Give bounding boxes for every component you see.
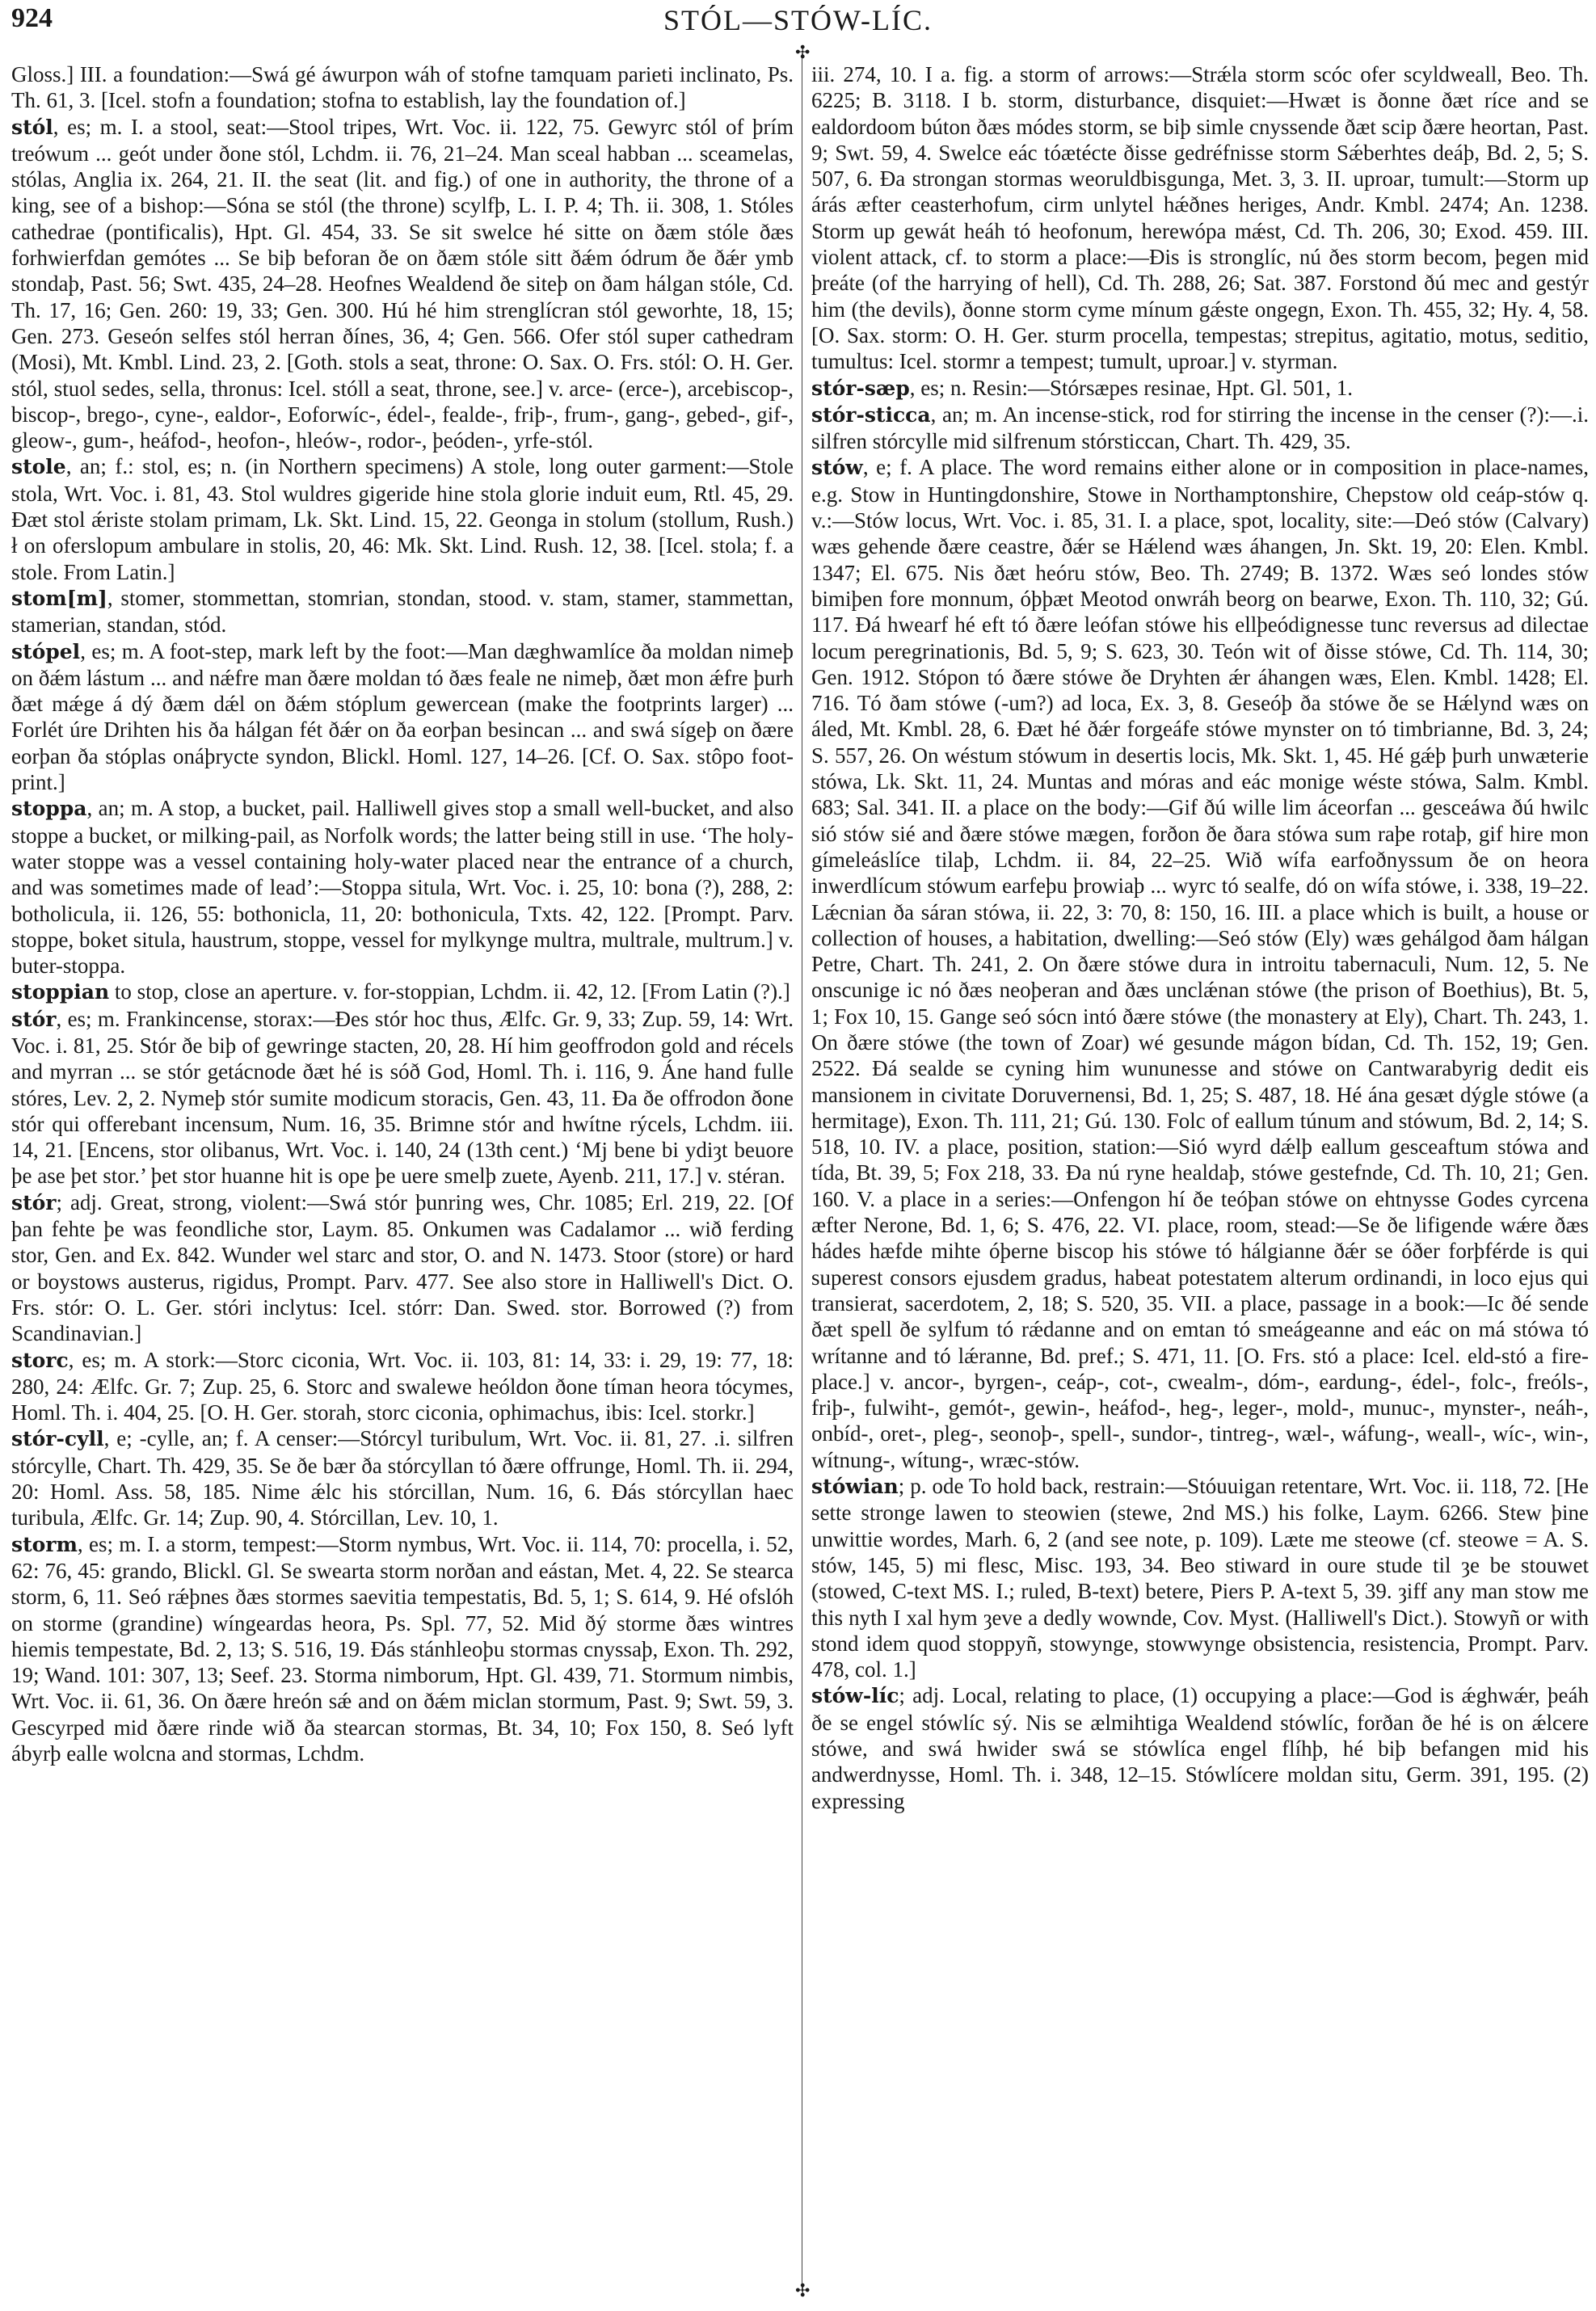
entry-definition: Gloss.] III. a foundation:—Swá gé áwurpon wáh of stofne tamquam parieti inclinato, Ps. Th. 61, 3. [Icel. stofn a foundation; stofna to establish, lay the foundation of.]	[11, 62, 794, 113]
entry-headword: stów-líc	[811, 1684, 899, 1708]
left-column	[11, 61, 794, 2282]
right-column	[811, 61, 1589, 2282]
entry-definition: ; adj. Great, strong, violent:—Swá stór þunring wes, Chr. 1085; Erl. 219, 22. [Of þan fehte þe was feondliche stor, Laym. 85. Onkumen was Cadalamor ... wið ferding stor, Gen. and Ex. 842. Wunder wel starc and stor, O. and N. 1473. Stoor (store) or hard or boystows austerus, rigidus, Prompt. Parv. 477. See also store in Halliwell's Dict. O. Frs. stór: O. L. Ger. stóri inclytus: Icel. stórr: Dan. Swed. stor. Borrowed (?) from Scandinavian.]	[11, 1189, 794, 1346]
dictionary-entry	[811, 61, 1589, 375]
entry-definition: , an; m. A stop, a bucket, pail. Halliwell gives stop a small well-bucket, and also stoppe a bucket, or milking-pail, as Norfolk words; the latter being still in use. ‘The holy-water stoppe was a vessel containing holy-water placed near the entrance of a church, and was sometimes made of lead’:—Stoppa situla, Wrt. Voc. i. 25, 10: bona (?), 288, 2: botholicula, ii. 126, 55: bothonicla, 11, 20: bothonicula, Txts. 42, 122. [Prompt. Parv. stoppe, boket situla, haustrum, stoppe, vessel for mylkynge multra, multrale, multrum.] v. buter-stoppa.	[11, 796, 794, 979]
divider-ornament-bottom-icon: ✣	[795, 2280, 811, 2300]
page-number: 924	[11, 3, 53, 33]
entry-definition: to stop, close an aperture. v. for-stoppian, Lchdm. ii. 42, 12. [From Latin (?).]	[109, 979, 790, 1004]
entry-definition: iii. 274, 10. I a. fig. a storm of arrows:—Strǽla storm scóc ofer scyldweall, Beo. Th. 6225; B. 3118. I b. storm, disturbance, disquiet:—Hwæt is ðonne ðæt ríce and se ealdordoom búton ðæs módes storm, se biþ simle cnyssende ðæt scip ðære heortan, Past. 9; Swt. 59, 4. Swelce eác tóætécte ðisse gedréfnisse storm Sǽberhtes deáþ, Bd. 2, 5; S. 507, 6. Ða strongan stormas weoruldbisgunga, Met. 3, 3. II. uproar, tumult:—Storm up árás æfter ceasterhofum, cirm unlytel hǽðnes heriges, Andr. Kmbl. 2474; An. 1238. Storm up gewát heáh tó heofonum, herewópa mǽst, Cd. Th. 206, 30; Exod. 459. III. violent attack, cf. to storm a place:—Ðis is stronglíc, nú ðes storm becom, þegen mid þreáte (of the harrying of hell), Cd. Th. 288, 26; Sat. 387. Forstond ðú mec and gestýr him (the devils), ðonne storm cyme mínum gǽste ongegn, Exon. Th. 455, 32; Hy. 4, 58. [O. Sax. storm: O. H. Ger. sturm procella, tempestas; strepitus, agitatio, motus, seditio, tumultus: Icel. stormr a tempest; tumult, uproar.] v. styrman.	[811, 62, 1589, 374]
entry-definition: , e; f. A place. The word remains either alone or in composition in place-names, e.g. Stow in Huntingdonshire, Stowe in Northamptonshire, Chepstow old ceáp-stów q. v.:—Stów locus, Wrt. Voc. i. 85, 31. I. a place, spot, locality, site:—Deó stów (Calvary) wæs gehende ðære ceastre, ðǽr se Hǽlend wæs áhangen, Jn. Skt. 19, 20: Elen. Kmbl. 1347; El. 675. Nis ðæt heóru stów, Beo. Th. 2749; B. 1372. Wæs seó londes stów bimiþen fore monnum, óþþæt Meotod onwráh beorg on bearwe, Exon. Th. 110, 32; Gú. 117. Ðá hwearf hé eft tó ðære leófan stówe his ellþeódignesse tunc reversus ad dilectae locum peregrinationis, Bd. 5, 9; S. 623, 30. Teón wit of ðisse stówe, Cd. Th. 114, 30; Gen. 1912. Stópon tó ðære stówe ðe Dryhten ǽr áhangen wæs, Elen. Kmbl. 1428; El. 716. Tó ðam stówe (-um?) ad loca, Ex. 3, 8. Geseóþ ða stówe ðe se Hǽlynd wæs on áled, Mt. Kmbl. 28, 6. Ðæt hé ðǽr forgeáfe stówe mynster on tó timbrianne, Bd. 3, 24; S. 557, 26. On wéstum stówum in desertis locis, Mk. Skt. 1, 45. Hé gǽþ þurh unwæterie stówa, Lk. Skt. 11, 24. Muntas and móras and eác monige wéste stówa, Salm. Kmbl. 683; Sal. 341. II. a place on the body:—Gif ðú wille lim áceorfan ... gesceáwa ðú hwilc sió stów sié and ðære stówe mægen, forðon ðe ðara stówa sum raþe rotaþ, gif hire mon gímeleáslíce tilaþ, Lchdm. ii. 84, 22–25. Wið wífa earfoðnyssum ðe on heora inwerdlícum stówum earfeþu þrowiaþ ... wyrc tó sealfe, dó on wífa stówe, i. 338, 19–22. Lǽcnian ða sáran stówa, ii. 22, 3: 70, 8: 150, 16. III. a place which is built, a house or collection of houses, a habitation, dwelling:—Seó stów (Ely) wæs gehálgod ðam hálgan Petre, Chart. Th. 241, 2. On ðære stówe dura in introitu tabernaculi, Num. 12, 5. Ne onscunige ic nó ðæs neoþeran and ðæs unclǽnan stówe (the prison of Boethius), Bt. 5, 1; Fox 10, 15. Gange seó sócn intó ðære stówe (the monastery at Ely), Chart. Th. 243, 1. On ðære stówe (the town of Zoar) wé gesunde mágon bídan, Cd. Th. 152, 19; Gen. 2522. Ðá sealde se cyning him wununesse and stówe on Cantwarabyrig dedit eis mansionem in civitate Doruvernensi, Bd. 1, 25; S. 487, 18. Hé ána gesæt dýgle stówe (a hermitage), Exon. Th. 111, 21; Gú. 130. Folc of eallum túnum and stówum, Bd. 2, 14; S. 518, 10. IV. a place, position, station:—Sió wyrd dǽlþ eallum gesceaftum stówa and tída, Bt. 39, 5; Fox 218, 33. Ða nú ryne healdaþ, stówe gestefnde, Cd. Th. 10, 21; Gen. 160. V. a place in a series:—Onfengon hí ðe teóþan stówe on ehtnysse Godes cyrcena æfter Nerone, Bd. 1, 6; S. 476, 22. VI. place, room, stead:—Se ðe lifigende wǽre ðæs hádes hæfde mihte óþerne biscop his stówe tó hálgianne ðǽr se óðer forþférde is qui superest consors ejusdem gradus, habeat potestatem alterum ordinandi, in loco ejus qui transierat, sacerdotem, 2, 18; S. 520, 35. VII. a place, passage in a book:—Ic ðé sende ðæt spell ðe sylfum tó rǽdanne and on emtan tó smeágeanne and eác on má stówa tó wrítanne and tó lǽranne, Bd. pref.; S. 471, 11. [O. Frs. stó a place: Icel. eld-stó a fire-place.] v. ancor-, byrgen-, ceáp-, cot-, cwealm-, dóm-, eardung-, édel-, folc-, freóls-, friþ-, fulwiht-, gemót-, gewin-, heáfod-, heg-, leger-, mold-, munuc-, mynster-, neáh-, onbíd-, oret-, pleg-, seonoþ-, spell-, sundor-, tintreg-, wæl-, wáfung-, weall-, wíc-, win-, wítnung-, wítung-, wræc-stów.	[811, 455, 1589, 1472]
entry-definition: , es; m. I. a storm, tempest:—Storm nymbus, Wrt. Voc. ii. 114, 70: procella, i. 52, 62: 76, 45: grando, Blickl. Gl. Se swearta storm norðan and eástan, Met. 4, 22. Se stearca storm, 6, 11. Seó rǽþnes ðæs stormes saevitia tempestatis, Bd. 5, 1; S. 614, 9. Hé ofslóh on storme (grandine) wíngeardas heora, Ps. Spl. 77, 52. Mid ðý storme ðæs wintres hiemis tempestate, Bd. 2, 13; S. 516, 19. Ðás stánhleoþu stormas cnyssaþ, Exon. Th. 292, 19; Wand. 101: 307, 13; Seef. 23. Storma nimborum, Hpt. Gl. 439, 71. Stormum nimbis, Wrt. Voc. ii. 61, 36. On ðære hreón sǽ and on ðǽm miclan stormum, Past. 9; Swt. 59, 3. Gescyrped mid ðære rinde wið ða stearcan stormas, Bt. 34, 10; Fox 150, 8. Seó lyft ábyrþ ealle wolcna and stormas, Lchdm.	[11, 1531, 794, 1766]
entry-definition: ; adj. Local, relating to place, (1) occupying a place:—God is ǽghwǽr, þeáh ðe se engel stówlíc sý. Nis se ælmihtiga Wealdend stówlíc, forðan ðe hé is on ǽlcere stówe, and swá hwider swá se stówlíca engel flíhþ, hé biþ befangen mid his andwerdnysse, Homl. Th. i. 348, 12–15. Stówlícere moldan situ, Germ. 391, 195. (2) expressing	[811, 1683, 1589, 1813]
entry-definition: , stomer, stommettan, stomrian, stondan, stood. v. stam, stamer, stammettan, stamerian, standan, stód.	[11, 585, 794, 638]
dictionary-entry	[11, 453, 794, 584]
entry-definition: , es; n. Resin:—Stórsæpes resinae, Hpt. Gl. 501, 1.	[909, 375, 1353, 400]
entry-headword: stówian	[811, 1475, 899, 1499]
dictionary-entry	[11, 638, 794, 796]
page-title: STÓL—STÓW-LÍC.	[663, 4, 933, 36]
dictionary-entry	[811, 402, 1589, 455]
entry-definition: , es; m. A stork:—Storc ciconia, Wrt. Voc. ii. 103, 81: 14, 33: i. 29, 19: 77, 18: 280, 24: Ælfc. Gr. 7; Zup. 25, 6. Storc and swalewe heóldon ðone tíman heora tócymes, Homl. Th. i. 404, 25. [O. H. Ger. storah, storc ciconia, ophimachus, ibis: Icel. storkr.]	[11, 1347, 794, 1425]
entry-headword: stór-sticca	[811, 402, 931, 427]
entry-headword: stoppian	[11, 980, 110, 1004]
dictionary-entry	[11, 795, 794, 979]
entry-definition: , es; m. Frankincense, storax:—Ðes stór hoc thus, Ælfc. Gr. 9, 33; Zup. 59, 14: Wrt. Voc. i. 81, 25. Stór ðe biþ of gewringe stacten, 20, 28. Hí him geoffrodon gold and récels and myrran ... se stór getácnode ðæt hé is sóð God, Homl. Th. i. 116, 9. Áne hand fulle stóres, Lev. 2, 2. Nymeþ stór sumite modicum storacis, Gen. 43, 11. Ða ðe offrodon ðone stór qui offerebant incensum, Num. 16, 35. Brimne stór and hwítne rýcels, Lchdm. iii. 14, 21. [Encens, stor olibanus, Wrt. Voc. i. 140, 24 (13th cent.) ‘Mj bene bi ydiȝt beuore þe ase þet stor.’ þet stor huanne hit is ope þe uere smelþ zuete, Ayenb. 211, 17.] v. stéran.	[11, 1006, 794, 1189]
dictionary-entry	[11, 1347, 794, 1426]
entry-headword: stoppa	[11, 797, 87, 821]
dictionary-entry	[11, 61, 794, 114]
entry-headword: stole	[11, 455, 66, 479]
dictionary-entry	[11, 1425, 794, 1530]
entry-headword: stópel	[11, 639, 81, 663]
entry-definition: , an; f.: stol, es; n. (in Northern specimens) A stole, long outer garment:—Stole stola, Wrt. Voc. i. 81, 43. Stol wuldres gigeride hine stola glorie induit eum, Rtl. 45, 29. Ðæt stol ǽriste stolam primam, Lk. Skt. Lind. 15, 22. Geonga in stolum (stollum, Rush.) ł on oferslopum ambulare in stolis, 20, 46: Mk. Skt. Lind. Rush. 12, 38. [Icel. stola; f. a stole. From Latin.]	[11, 454, 794, 584]
divider-ornament-top-icon: ✣	[795, 42, 811, 62]
entry-headword: storm	[11, 1532, 78, 1556]
entry-definition: , es; m. I. a stool, seat:—Stool tripes, Wrt. Voc. ii. 122, 75. Gewyrc stól of þrím treówum ... geót under ðone stól, Lchdm. ii. 76, 21–24. Man sceal habban ... sceamelas, stólas, Anglia ix. 264, 21. II. the seat (lit. and fig.) of one in authority, the throne of a king, see of a bishop:—Sóna se stól (the throne) scylfþ, L. I. P. 4; Th. ii. 308, 1. Stóles cathedrae (pontificalis), Hpt. Gl. 454, 33. Se sit swelce hé sitte on ðæm stóle ðæs forhwierfdan gemótes ... Se biþ beforan ðe on ðæm stóle sitt ðǽm ódrum ðe ðǽr ymb stondaþ, Past. 56; Swt. 435, 24–28. Heofnes Wealdend ðe siteþ on ðam hálgan stóle, Cd. Th. 17, 16; Gen. 260: 19, 33; Gen. 300. Hú hé him strenglícran stól geworhte, 18, 15; Gen. 273. Geseón selfes stól herran ðínes, 36, 4; Gen. 566. Ofer stól super cathedram (Mosi), Mt. Kmbl. Lind. 23, 2. [Goth. stols a seat, throne: O. Sax. O. Frs. stól: O. H. Ger. stól, stuol sedes, sella, thronus: Icel. stóll a seat, throne, see.] v. arce- (erce-), arcebiscop-, biscop-, brego-, cyne-, ealdor-, Eoforwíc-, édel-, fealde-, friþ-, frum-, gang-, gebed-, gif-, gleow-, gum-, heáfod-, heofon-, hleów-, rodor-, þeóden-, yrfe-stól.	[11, 114, 794, 453]
dictionary-entry	[11, 585, 794, 638]
entry-headword: stór-sæp	[811, 376, 910, 400]
dictionary-entry	[11, 1006, 794, 1189]
dictionary-entry	[11, 1189, 794, 1347]
entry-definition: ; p. ode To hold back, restrain:—Stóuuigan retentare, Wrt. Voc. ii. 118, 72. [He sette stronge lawen to steowien (stewe, 2nd MS.) his folke, Laym. 6266. Stew þine unwittie wordes, Marh. 6, 2 (and see note, p. 109). Læte me steowe (cf. steowe = A. S. stów, 145, 5) mi flesc, Misc. 193, 34. Beo stiward in oure stude til ȝe be stouwet (stowed, C-text MS. I.; ruled, B-text) betere, Piers P. A-text 5, 39. ȝiff any man stow me this nyth I xal hym ȝeve a dedly wownde, Cov. Myst. (Halliwell's Dict.). Stowyñ or with stond idem quod stoppyñ, stowynge, stowwynge obsistencia, resistencia, Prompt. Parv. 478, col. 1.]	[811, 1474, 1589, 1682]
entry-headword: storc	[11, 1348, 69, 1372]
entry-headword: stól	[11, 115, 53, 139]
dictionary-entry	[11, 114, 794, 454]
dictionary-entry	[11, 1531, 794, 1767]
entry-definition: , e; -cylle, an; f. A censer:—Stórcyl turibulum, Wrt. Voc. ii. 81, 27. .i. silfren stórcylle, Chart. Th. 429, 35. Se ðe bær ða stórcyllan tó ðære offrunge, Homl. Th. ii. 294, 20: Homl. Ass. 58, 185. Nime ǽlc his stórcillan, Num. 16, 6. Ðás stórcyllan haec turibula, Ælfc. Gr. 14; Zup. 90, 4. Stórcillan, Lev. 10, 1.	[11, 1426, 794, 1530]
entry-headword: stór	[11, 1007, 57, 1031]
entry-headword: stór	[11, 1190, 57, 1214]
entry-headword: stom[m]	[11, 586, 107, 610]
entry-headword: stów	[811, 456, 863, 480]
dictionary-entry	[811, 454, 1589, 1473]
entry-definition: , es; m. A foot-step, mark left by the foot:—Man dæghwamlíce ða moldan nimeþ on ðǽm lástum ... and nǽfre man ðære moldan tó ðæs feale ne nimeþ, ðæt mon ǽfre þurh ðæt mǽge á dý ðæm dǽl on ðǽm stóplum gewercean (make the footprints larger) ... Forlét úre Drihten his ða hálgan fét ðǽr on ða eorþan besincan ... and swá sígeþ on ðære eorþan ða stóplas onáþrycte syndon, Blickl. Homl. 127, 14–26. [Cf. O. Sax. stôpo foot-print.]	[11, 638, 794, 795]
dictionary-entry	[811, 1682, 1589, 1813]
entry-headword: stór-cyll	[11, 1427, 104, 1451]
entry-definition: , an; m. An incense-stick, rod for stirring the incense in the censer (?):—.i. silfren stórcylle mid silfrenum stórsticcan, Chart. Th. 429, 35.	[811, 402, 1589, 454]
dictionary-entry	[11, 979, 794, 1005]
dictionary-entry	[811, 1473, 1589, 1682]
dictionary-entry	[811, 375, 1589, 402]
